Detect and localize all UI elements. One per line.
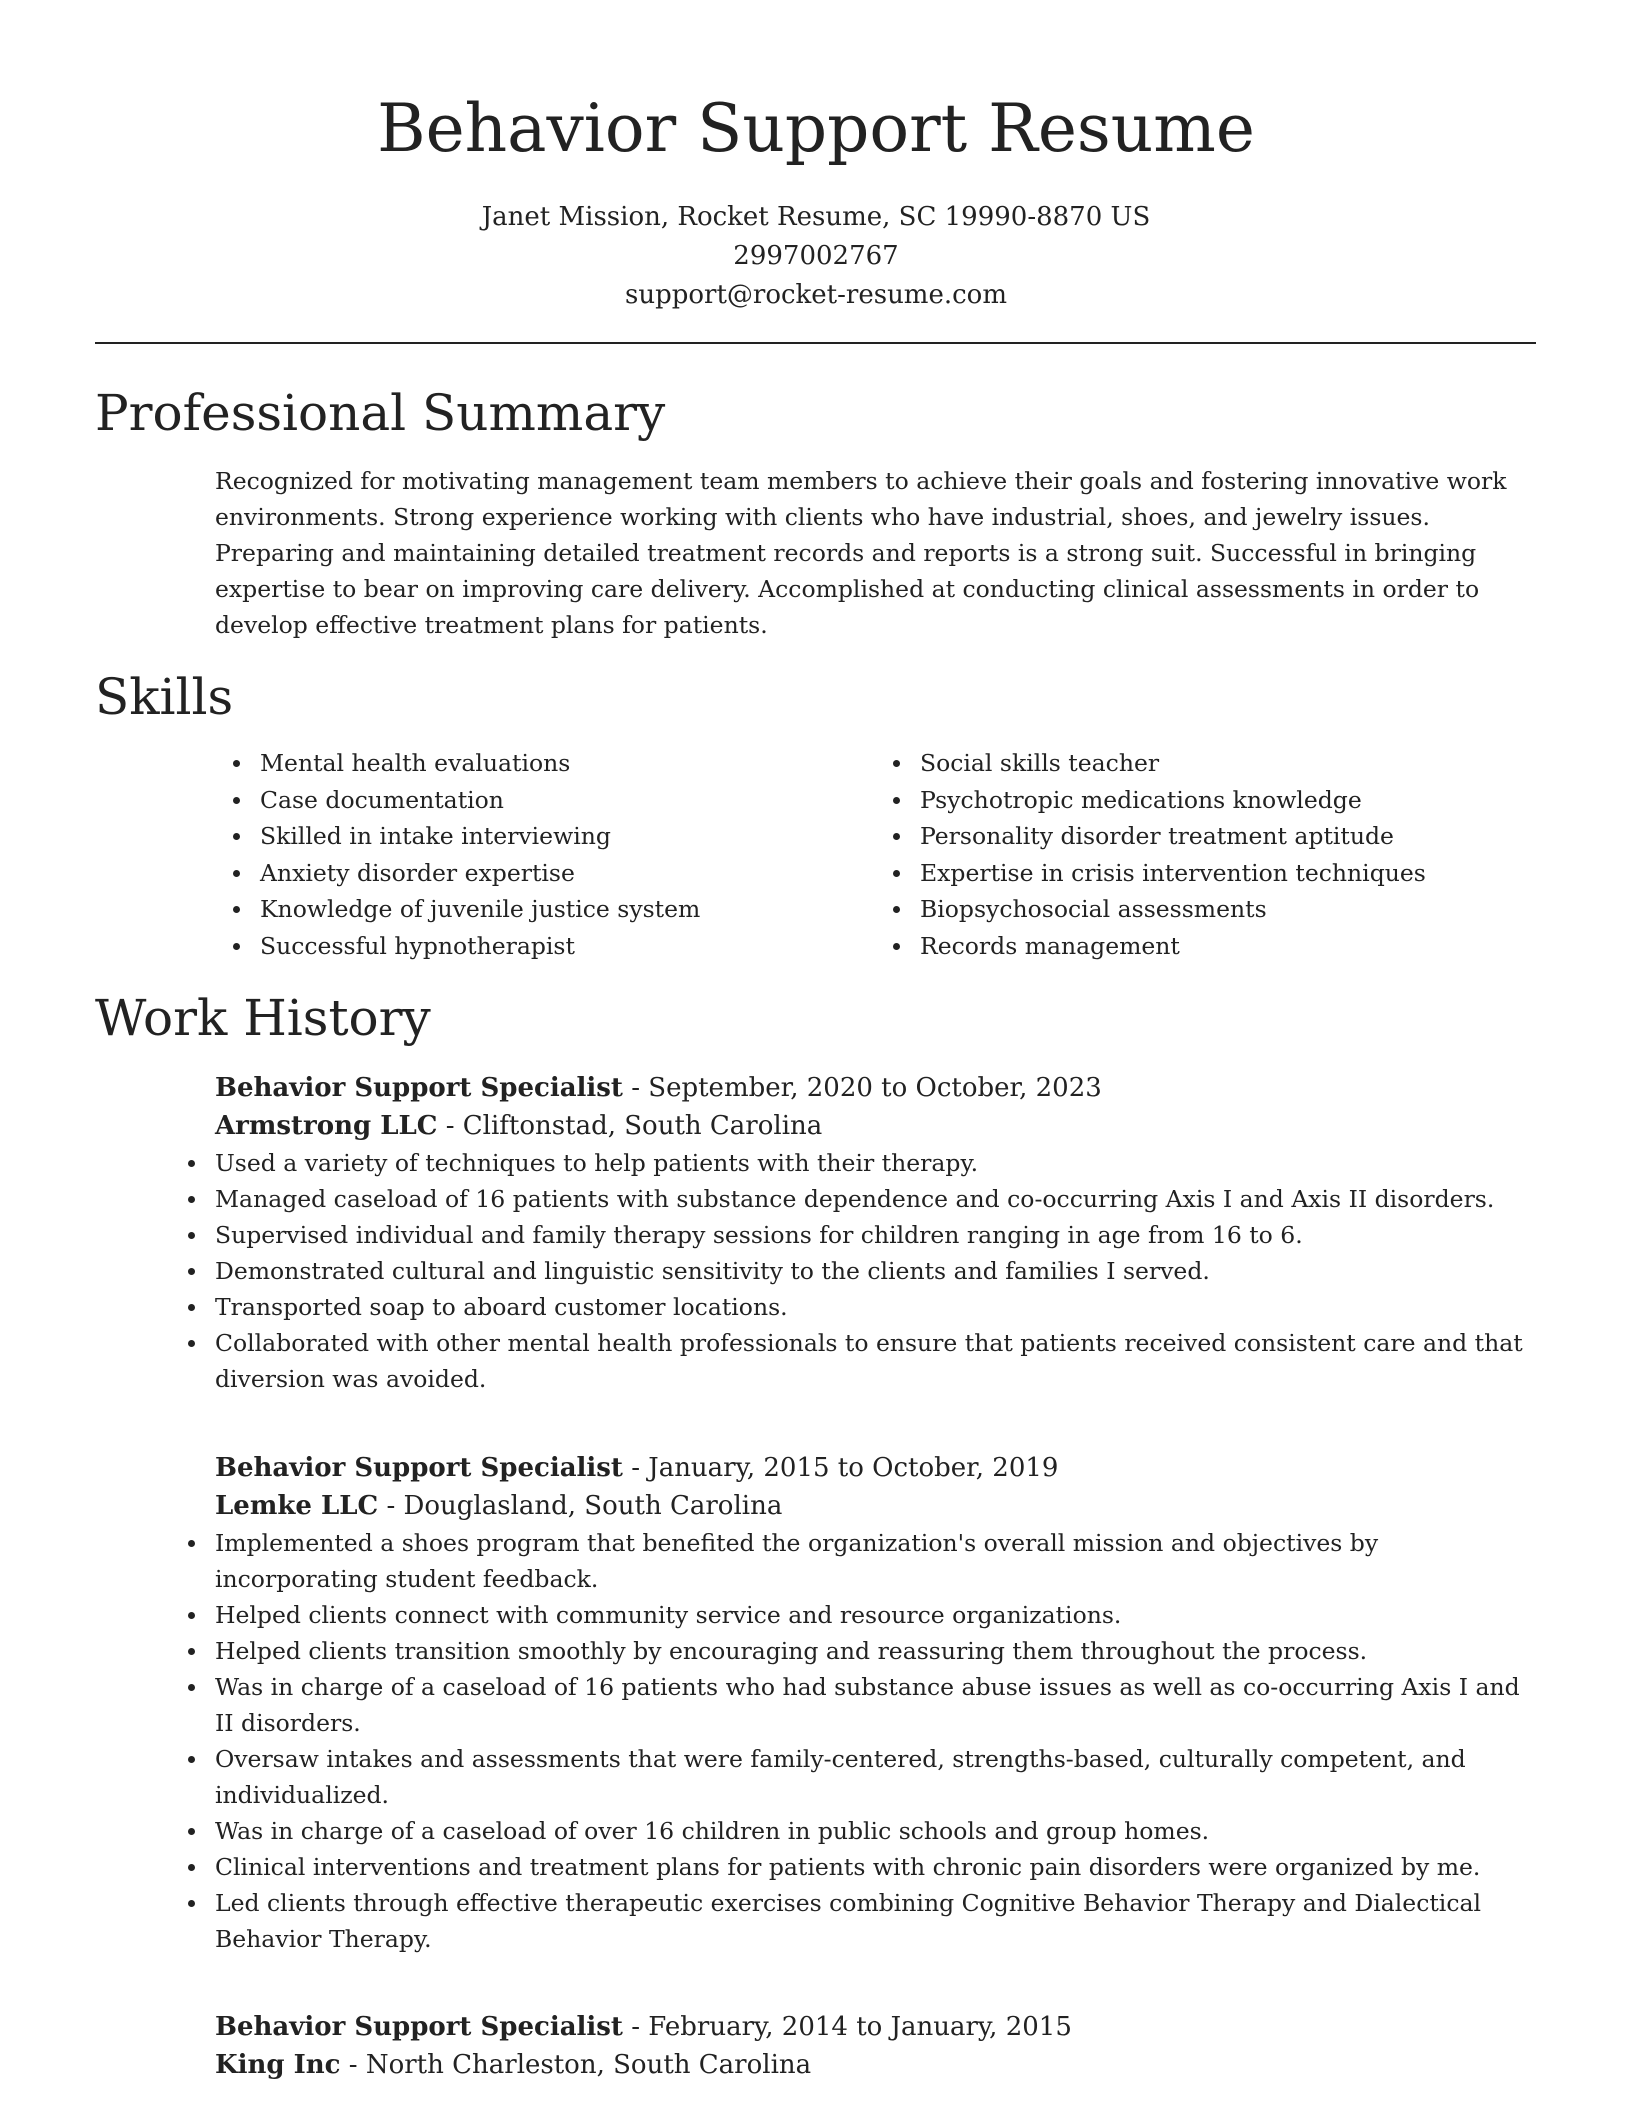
job-bullet: Demonstrated cultural and linguistic sensitivity to the clients and families I served. [170,1253,1535,1289]
job-title: Behavior Support Specialist [215,1073,623,1103]
job-title-line [215,2008,1535,2046]
skill-item: Biopsychosocial assessments [875,891,1535,928]
job-title-line [215,1069,1535,1107]
job-company: Lemke LLC [215,1491,379,1521]
job-bullet: Implemented a shoes program that benefited the organization's overall mission and objectives by incorporating student feedback. [170,1525,1535,1597]
job-bullet: Collaborated with other mental health professionals to ensure that patients received consistent care and that diversion was avoided. [170,1325,1535,1397]
job-location: - North Charleston, South Carolina [340,2050,812,2080]
work-history-heading: Work History [95,989,431,1047]
job-title-line [215,1449,1535,1487]
job-dates: - September, 2020 to October, 2023 [622,1073,1102,1103]
job-bullet: Used a variety of techniques to help patients with their therapy. [170,1145,1535,1181]
summary-heading: Professional Summary [95,384,666,442]
job-bullet: Supervised individual and family therapy sessions for children ranging in age from 16 to 6. [170,1217,1535,1253]
job-entry [215,2008,1535,2084]
job-title: Behavior Support Specialist [215,1453,623,1483]
contact-address: Janet Mission, Rocket Resume, SC 19990-8870 US [481,202,1151,232]
job-company-line [215,1107,1535,1145]
contact-phone: 2997002767 [733,241,899,271]
job-location: - Cliftonstad, South Carolina [437,1111,823,1141]
contact-email: support@rocket-resume.com [624,280,1007,310]
skill-item: Personality disorder treatment aptitude [875,818,1535,855]
skills-column-right [875,745,1535,965]
skills-list [215,745,1535,965]
skill-item: Successful hypnotherapist [215,928,875,965]
contact-info [0,198,1632,315]
job-bullet: Managed caseload of 16 patients with substance dependence and co-occurring Axis I and Axis II disorders. [170,1181,1535,1217]
skill-item: Records management [875,928,1535,965]
resume-header [0,0,1632,315]
skill-item: Skilled in intake interviewing [215,818,875,855]
header-divider [95,342,1536,344]
job-entry [215,1069,1535,1397]
job-bullet: Was in charge of a caseload of over 16 children in public schools and group homes. [170,1813,1535,1849]
job-company-line [215,2046,1535,2084]
job-title: Behavior Support Specialist [215,2012,623,2042]
job-bullet: Helped clients transition smoothly by encouraging and reassuring them throughout the process. [170,1633,1535,1669]
skill-item: Knowledge of juvenile justice system [215,891,875,928]
job-dates: - January, 2015 to October, 2019 [622,1453,1059,1483]
skill-item: Mental health evaluations [215,745,875,782]
job-company: Armstrong LLC [215,1111,438,1141]
job-bullet: Led clients through effective therapeutic exercises combining Cognitive Behavior Therapy and Dialectical Behavior Therapy. [170,1885,1535,1957]
job-bullet: Oversaw intakes and assessments that were family-centered, strengths-based, culturally competent, and individualized. [170,1741,1535,1813]
skill-item: Social skills teacher [875,745,1535,782]
job-entry [215,1449,1535,1957]
skill-item: Case documentation [215,782,875,819]
job-bullet: Was in charge of a caseload of 16 patients who had substance abuse issues as well as co-occurring Axis I and II disorders. [170,1669,1535,1741]
job-dates: - February, 2014 to January, 2015 [622,2012,1072,2042]
summary-text: Recognized for motivating management team members to achieve their goals and fostering innovative work environments. Strong experience working with clients who have industrial, shoes, and jewelry issues. Preparing and maintaining detailed treatment records and reports is a strong suit. Successful in bringing expertise to bear on improving care delivery. Accomplished at conducting clinical assessments in order to develop effective treatment plans for patients. [215,467,1507,639]
skill-item: Psychotropic medications knowledge [875,782,1535,819]
resume-title: Behavior Support Resume [377,90,1255,167]
skill-item: Expertise in crisis intervention techniques [875,855,1535,892]
job-bullet-list [215,1145,1535,1397]
skills-column-left [215,745,875,965]
job-bullet: Transported soap to aboard customer locations. [170,1289,1535,1325]
job-company: King Inc [215,2050,341,2080]
job-location: - Douglasland, South Carolina [378,1491,783,1521]
job-bullet: Helped clients connect with community service and resource organizations. [170,1597,1535,1633]
job-company-line [215,1487,1535,1525]
skill-item: Anxiety disorder expertise [215,855,875,892]
job-bullet-list [215,1525,1535,1957]
skills-heading: Skills [95,668,234,726]
job-bullet: Clinical interventions and treatment plans for patients with chronic pain disorders were organized by me. [170,1849,1535,1885]
